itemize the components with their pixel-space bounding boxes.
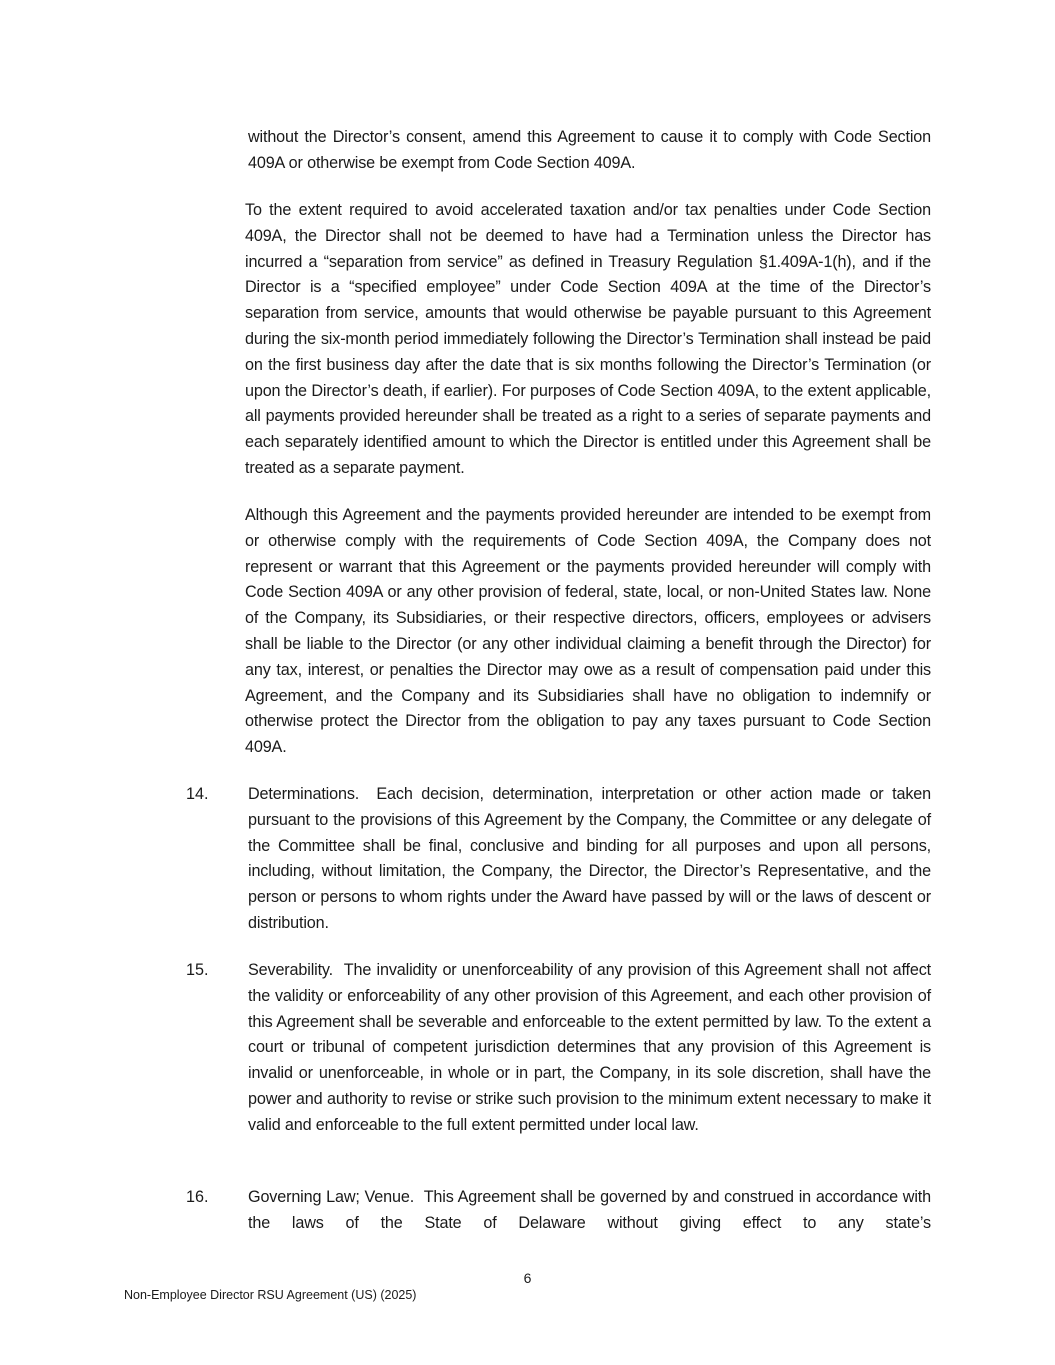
paragraph-409a-separation-from-service: To the extent required to avoid accelerated taxation and/or tax penalties under Code Section 409A, the Director shall not be deemed to have had a Termination unless the Director has incurred a “separation from service” as defined in Treasury Regulation §1.409A-1(h), and if the Director is a “specified employee” under Code Section 409A at the time of the Director’s separation from service, amounts that would otherwise be payable pursuant to this Agreement during the six-month period immediately following the Director’s Termination shall instead be paid on the first business day after the date that is six months following the Director’s Termination (or upon the Director’s death, if earlier). For purposes of Code Section 409A, to the extent applicable, all payments provided hereunder shall be treated as a right to a series of separate payments and each separately identified amount to which the Director is entitled under this Agreement shall be treated as a separate payment. bbox=[245, 201, 931, 477]
paragraph-409a-no-representation: Although this Agreement and the payments provided hereunder are intended to be exempt from or otherwise comply with the requirements of Code Section 409A, the Company does not represent or warrant that this Agreement or the payments provided hereunder will comply with Code Section 409A or any other provision of federal, state, local, or non-United States law. None of the Company, its Subsidiaries, or their respective directors, officers, employees or advisers shall be liable to the Director (or any other individual claiming a benefit through the Director) for any tax, interest, or penalties the Director may owe as a result of compensation paid under this Agreement, and the Company and its Subsidiaries shall have no obligation to indemnify or otherwise protect the Director from the obligation to pay any taxes pursuant to Code Section 409A. bbox=[245, 506, 931, 757]
section-text: Each decision, determination, interpretation or other action made or taken pursuant to the provisions of this Agreement by the Company, the Committee or any delegate of the Committee shall be final, conclusive and binding for all purposes and upon all persons, including, without limitation, the Company, the Director, the Director’s Representative, and the person or persons to whom rights under the Award have passed by will or the laws of descent or distribution. bbox=[248, 785, 931, 932]
section-number: 16. bbox=[186, 1188, 209, 1206]
continuation-paragraph: without the Director’s consent, amend this Agreement to cause it to comply with Code Section 409A or otherwise be exempt from Code Section 409A. bbox=[248, 128, 931, 172]
section-heading: Severability. bbox=[248, 961, 334, 979]
section-heading: Determinations. bbox=[248, 785, 360, 803]
section-text: The invalidity or unenforceability of any provision of this Agreement shall not affect the validity or enforceability of any other provision of this Agreement, and each other provision of this Agreement shall be severable and enforceable to the extent permitted by law. To the extent a court or tribunal of competent jurisdiction determines that any provision of this Agreement is invalid or unenforceable, in whole or in part, the Company, in its sole discretion, shall have the power and authority to revise or strike such provision to the minimum extent necessary to make it valid and enforceable to the full extent permitted under local law. bbox=[248, 961, 931, 1134]
section-number: 15. bbox=[186, 961, 209, 979]
page-number: 6 bbox=[523, 1270, 532, 1286]
section-heading: Governing Law; Venue. bbox=[248, 1188, 415, 1206]
section-number: 14. bbox=[186, 785, 209, 803]
section-15-severability bbox=[186, 958, 931, 1139]
section-14-determinations bbox=[186, 782, 931, 937]
section-text: This Agreement shall be governed by and construed in accordance with the laws of the State of Delaware without giving effect to any state’s bbox=[248, 1188, 931, 1232]
section-16-governing-law bbox=[186, 1185, 931, 1237]
footer-document-label: Non-Employee Director RSU Agreement (US) (2025) bbox=[124, 1288, 417, 1302]
